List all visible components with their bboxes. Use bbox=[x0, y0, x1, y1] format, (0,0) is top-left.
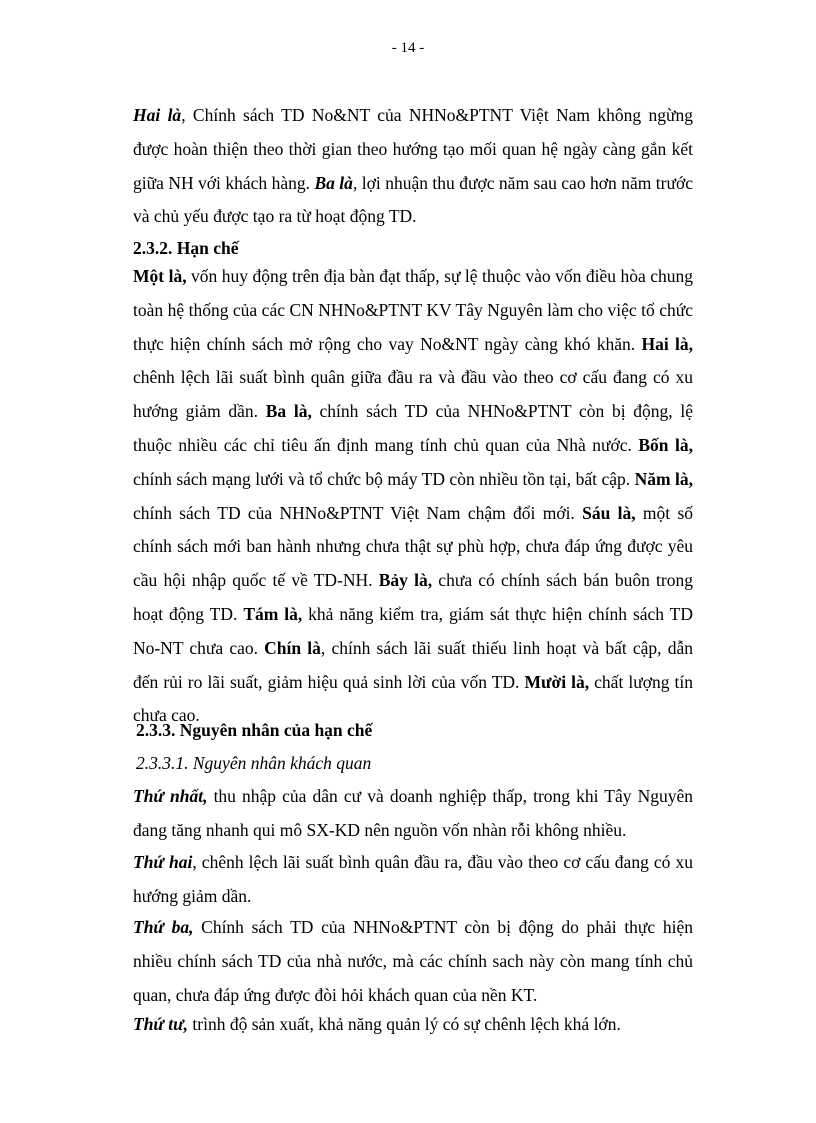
text: một số chính sách mới ban hành nhưng chưa thật sự phù hợp, chưa đáp ứng được yêu cầu hội nhập quốc tế về TD-NH. bbox=[133, 502, 694, 591]
lead: Sáu là, bbox=[582, 502, 636, 523]
lead: Chín là bbox=[264, 637, 321, 658]
text: chênh lệch lãi suất bình quân giữa đầu ra và đầu vào theo cơ cấu đang có xu hướng giảm dần. bbox=[133, 367, 693, 422]
text: chất lượng tín chưa cao. bbox=[133, 671, 693, 726]
lead: Một là, bbox=[133, 266, 187, 286]
subsection-heading-2-3-3-1: 2.3.3.1. Nguyên nhân khách quan bbox=[136, 753, 372, 773]
lead: Bốn là, bbox=[638, 434, 693, 455]
text: Chính sách TD của NHNo&PTNT còn bị động do phải thực hiện nhiều chính sách TD của nhà nước, mà các chính sach này còn mang tính chủ quan, chưa đáp ứng được đòi hỏi khách quan của nền KT. bbox=[133, 917, 693, 1005]
lead: Mười là, bbox=[524, 671, 590, 692]
paragraph-limitations bbox=[133, 260, 693, 733]
text: chính sách TD của NHNo&PTNT còn bị động, lệ thuộc nhiều các chỉ tiêu ấn định mang tính chủ quan của Nhà nước. bbox=[133, 401, 693, 455]
text: vốn huy động trên địa bàn đạt thấp, sự lệ thuộc vào vốn điều hòa chung toàn hệ thống của các CN NHNo&PTNT KV Tây Nguyên làm cho việc tổ chức thực hiện chính sách mở rộng cho vay No&NT ngày càng khó khăn. bbox=[133, 266, 693, 354]
text: chính sách TD của NHNo&PTNT Việt Nam chậm đổi mới. bbox=[133, 502, 583, 523]
lead: Thứ tư, bbox=[133, 1014, 189, 1034]
lead: Thứ hai bbox=[133, 852, 193, 872]
text: thu nhập của dân cư và doanh nghiệp thấp, trong khi Tây Nguyên đang tăng nhanh qui mô SX-KD nên nguồn vốn nhàn rỗi không nhiều. bbox=[133, 786, 694, 840]
text: , chính sách lãi suất thiếu linh hoạt và bất cập, dẫn đến rủi ro lãi suất, giảm hiệu quả sinh lời của vốn TD. bbox=[133, 637, 694, 692]
page-number: - 14 - bbox=[391, 40, 425, 56]
lead: Năm là, bbox=[634, 468, 694, 489]
lead: Thứ ba, bbox=[133, 917, 194, 937]
paragraph-thu-hai bbox=[133, 846, 693, 914]
text: trình độ sản xuất, khả năng quản lý có sự chênh lệch khá lớn. bbox=[188, 1014, 621, 1034]
lead-ba-la: Ba là bbox=[314, 172, 353, 193]
text: , lợi nhuận thu được năm sau cao hơn năm trước và chủ yếu được tạo ra từ hoạt động TD. bbox=[133, 172, 693, 227]
section-heading-2-3-2: 2.3.2. Hạn chế bbox=[133, 238, 239, 258]
paragraph-thu-nhat bbox=[133, 780, 693, 848]
lead: Bảy là, bbox=[378, 570, 433, 591]
text: , chênh lệch lãi suất bình quân đầu ra, đầu vào theo cơ cấu đang có xu hướng giảm dần. bbox=[133, 852, 693, 906]
paragraph-advantages bbox=[133, 99, 693, 234]
lead: Hai là, bbox=[641, 333, 693, 354]
text: khả năng kiểm tra, giám sát thực hiện chính sách TD No-NT chưa cao. bbox=[133, 603, 693, 658]
lead-hai-la: Hai là bbox=[133, 105, 182, 125]
lead: Tám là, bbox=[243, 603, 303, 624]
text: , Chính sách TD No&NT của NHNo&PTNT Việt Nam không ngừng được hoàn thiện theo thời gian theo hướng tạo mối quan hệ ngày càng gắn kết giữa NH với khách hàng. bbox=[133, 105, 693, 193]
paragraph-thu-ba bbox=[133, 911, 693, 1012]
text: chính sách mạng lưới và tổ chức bộ máy TD còn nhiều tồn tại, bất cập. bbox=[133, 468, 635, 489]
lead: Ba là, bbox=[265, 401, 312, 422]
paragraph-thu-tu bbox=[133, 1008, 693, 1042]
lead: Thứ nhất, bbox=[133, 786, 208, 806]
text: chưa có chính sách bán buôn trong hoạt động TD. bbox=[133, 570, 693, 624]
section-heading-2-3-3: 2.3.3. Nguyên nhân của hạn chế bbox=[136, 720, 373, 740]
